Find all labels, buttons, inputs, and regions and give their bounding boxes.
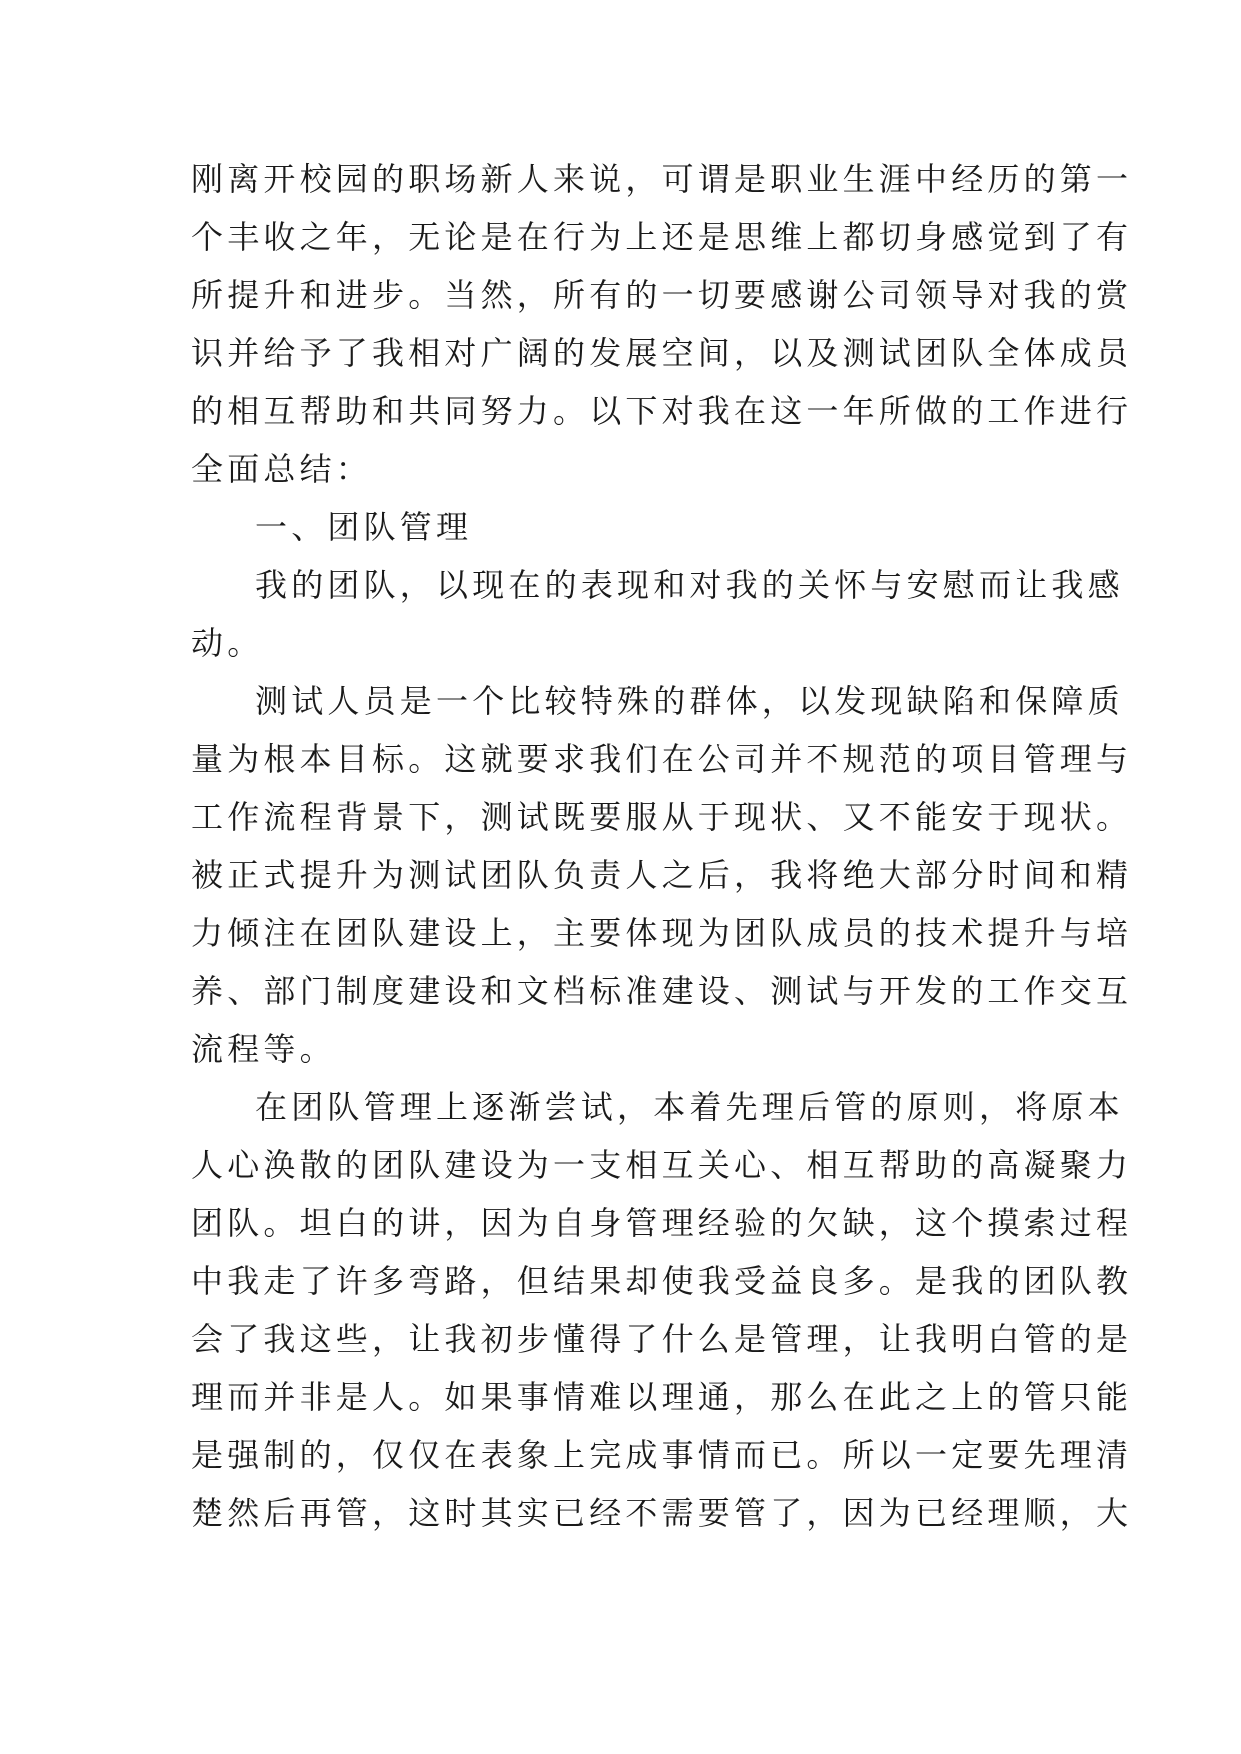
text-line: 全面总结： bbox=[191, 450, 373, 488]
text-line: 理而并非是人。如果事情难以理通，那么在此之上的管只能 bbox=[191, 1378, 1133, 1416]
text-line: 量为根本目标。这就要求我们在公司并不规范的项目管理与 bbox=[191, 740, 1133, 778]
text-line: 团队。坦白的讲，因为自身管理经验的欠缺，这个摸索过程 bbox=[191, 1204, 1133, 1242]
text-line: 是强制的，仅仅在表象上完成事情而已。所以一定要先理清 bbox=[191, 1436, 1133, 1474]
text-line: 楚然后再管，这时其实已经不需要管了，因为已经理顺，大 bbox=[191, 1494, 1133, 1532]
text-line: 会了我这些，让我初步懂得了什么是管理，让我明白管的是 bbox=[191, 1320, 1133, 1358]
text-line: 所提升和进步。当然，所有的一切要感谢公司领导对我的赏 bbox=[191, 276, 1133, 314]
text-line: 工作流程背景下，测试既要服从于现状、又不能安于现状。 bbox=[191, 798, 1133, 836]
text-line: 被正式提升为测试团队负责人之后，我将绝大部分时间和精 bbox=[191, 856, 1133, 894]
text-line: 我的团队，以现在的表现和对我的关怀与安慰而让我感 bbox=[255, 566, 1124, 604]
text-line: 人心涣散的团队建设为一支相互关心、相互帮助的高凝聚力 bbox=[191, 1146, 1133, 1184]
text-line: 刚离开校园的职场新人来说，可谓是职业生涯中经历的第一 bbox=[191, 160, 1133, 198]
text-line: 动。 bbox=[191, 624, 264, 662]
text-line: 的相互帮助和共同努力。以下对我在这一年所做的工作进行 bbox=[191, 392, 1133, 430]
text-line: 养、部门制度建设和文档标准建设、测试与开发的工作交互 bbox=[191, 972, 1133, 1010]
text-line: 测试人员是一个比较特殊的群体，以发现缺陷和保障质 bbox=[255, 682, 1124, 720]
text-line: 识并给予了我相对广阔的发展空间，以及测试团队全体成员 bbox=[191, 334, 1133, 372]
text-line: 在团队管理上逐渐尝试，本着先理后管的原则，将原本 bbox=[255, 1088, 1124, 1126]
section-heading: 一、团队管理 bbox=[255, 508, 473, 546]
text-line: 中我走了许多弯路，但结果却使我受益良多。是我的团队教 bbox=[191, 1262, 1133, 1300]
document-body bbox=[191, 150, 1133, 1542]
text-line: 流程等。 bbox=[191, 1030, 336, 1068]
text-line: 个丰收之年，无论是在行为上还是思维上都切身感觉到了有 bbox=[191, 218, 1133, 256]
text-line: 力倾注在团队建设上，主要体现为团队成员的技术提升与培 bbox=[191, 914, 1133, 952]
